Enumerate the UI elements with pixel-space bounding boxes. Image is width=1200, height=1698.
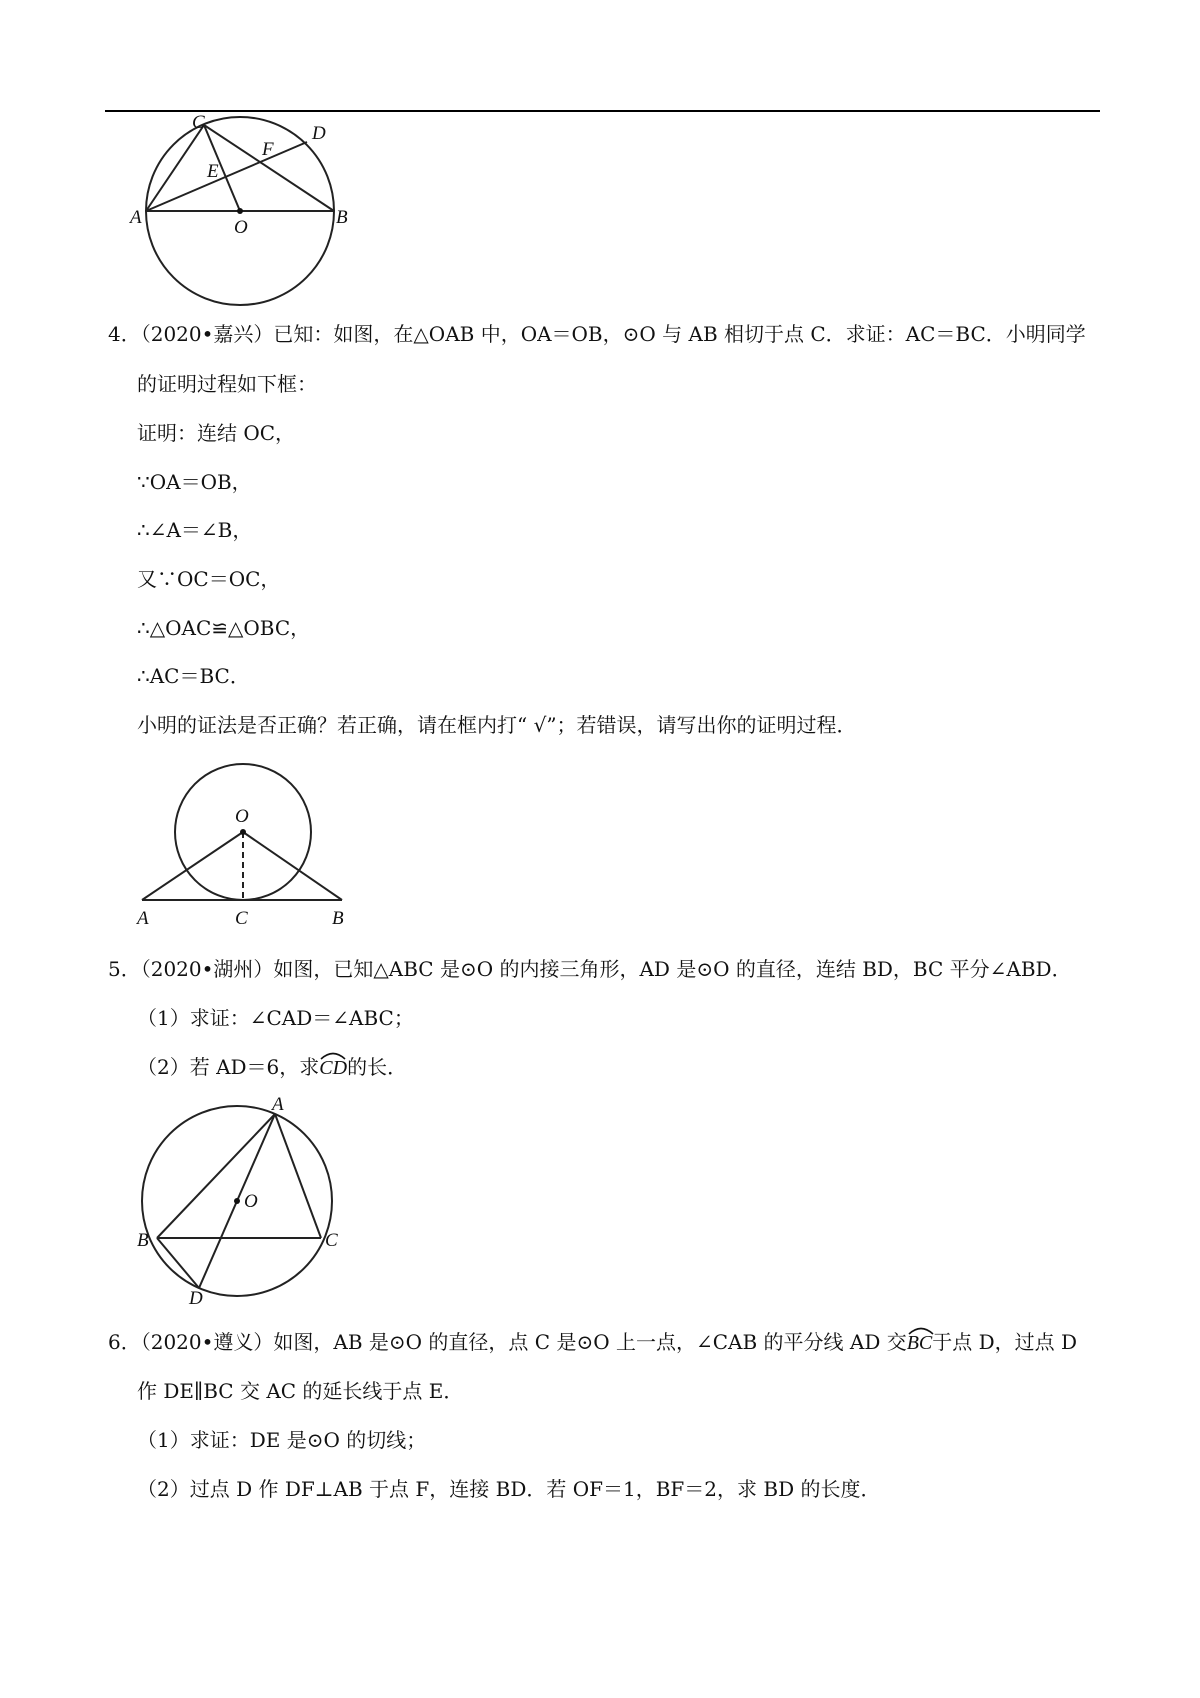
arc-cd xyxy=(319,1054,347,1082)
q4-proof-line-1: 证明：连结 OC， xyxy=(137,421,296,445)
q6-line-1 xyxy=(108,1328,1077,1357)
label-a: A xyxy=(272,1094,284,1115)
segment-ab xyxy=(157,1114,275,1238)
q4-question: 小明的证法是否正确？若正确，请在框内打“ √”；若错误，请写出你的证明过程． xyxy=(137,713,857,737)
q5-line-3 xyxy=(137,1053,407,1082)
label-b: B xyxy=(336,207,348,228)
q5-line-1: 5．（2020•湖州）如图，已知△ABC 是⊙O 的内接三角形，AD 是⊙O 的直径，连结 BD，BC 平分∠ABD． xyxy=(108,957,1072,981)
center-dot-o xyxy=(240,829,246,835)
label-o: O xyxy=(234,217,248,238)
segment-oa xyxy=(142,832,243,900)
arc-bc xyxy=(907,1329,933,1357)
figure-tangent-circle xyxy=(135,760,365,930)
q6-line-2: 作 DE∥BC 交 AC 的延长线于点 E． xyxy=(137,1379,464,1403)
q4-proof-line-4: 又∵OC＝OC， xyxy=(137,567,281,591)
arc-cd-label: CD xyxy=(319,1057,348,1079)
arc-mark-bc xyxy=(907,1325,935,1335)
q6-line-4: （2）过点 D 作 DF⊥AB 于点 F，连接 BD．若 OF＝1，BF＝2，求 BD 的长度． xyxy=(137,1477,881,1501)
label-o: O xyxy=(235,806,249,827)
arc-bc-label: BC xyxy=(906,1332,933,1354)
q4-proof-line-2: ∵OA＝OB， xyxy=(137,470,252,494)
segment-ob xyxy=(243,832,342,900)
label-f: F xyxy=(262,139,274,160)
segment-ac xyxy=(275,1114,321,1238)
label-o: O xyxy=(244,1191,258,1212)
label-c: C xyxy=(325,1230,338,1251)
header-rule xyxy=(105,110,1100,112)
segment-bd xyxy=(157,1238,199,1288)
label-d: D xyxy=(312,123,326,144)
center-dot-o xyxy=(234,1198,240,1204)
label-c: C xyxy=(235,908,248,929)
label-a: A xyxy=(137,908,149,929)
q5-line-3-suffix: 的长． xyxy=(347,1055,408,1079)
q4-proof-line-3: ∴∠A＝∠B， xyxy=(137,518,253,542)
q4-proof-line-6: ∴AC＝BC． xyxy=(137,664,250,688)
figure-inscribed-triangle xyxy=(132,1094,352,1309)
q4-line-2: 的证明过程如下框： xyxy=(137,372,317,396)
q4-line-1: 4．（2020•嘉兴）已知：如图，在△OAB 中，OA＝OB，⊙O 与 AB 相切于点 C．求证：AC＝BC．小明同学 xyxy=(108,322,1086,346)
arc-mark-cd xyxy=(319,1050,347,1060)
label-d: D xyxy=(189,1288,203,1309)
label-a: A xyxy=(130,207,142,228)
label-e: E xyxy=(207,161,219,182)
q5-line-2: （1）求证：∠CAD＝∠ABC； xyxy=(137,1006,414,1030)
q6-line-1-suffix: 于点 D，过点 D xyxy=(932,1330,1078,1354)
center-dot-o xyxy=(237,208,243,214)
q4-proof-line-5: ∴△OAC≌△OBC， xyxy=(137,616,311,640)
q5-line-3-prefix: （2）若 AD＝6，求 xyxy=(137,1055,320,1079)
label-b: B xyxy=(332,908,344,929)
label-b: B xyxy=(137,1230,149,1251)
q6-line-1-prefix: 6．（2020•遵义）如图，AB 是⊙O 的直径，点 C 是⊙O 上一点，∠CAB 的平分线 AD 交 xyxy=(108,1330,907,1354)
q6-line-3: （1）求证：DE 是⊙O 的切线； xyxy=(137,1428,427,1452)
figure-circle-abcd xyxy=(130,112,370,310)
label-c: C xyxy=(192,112,205,133)
